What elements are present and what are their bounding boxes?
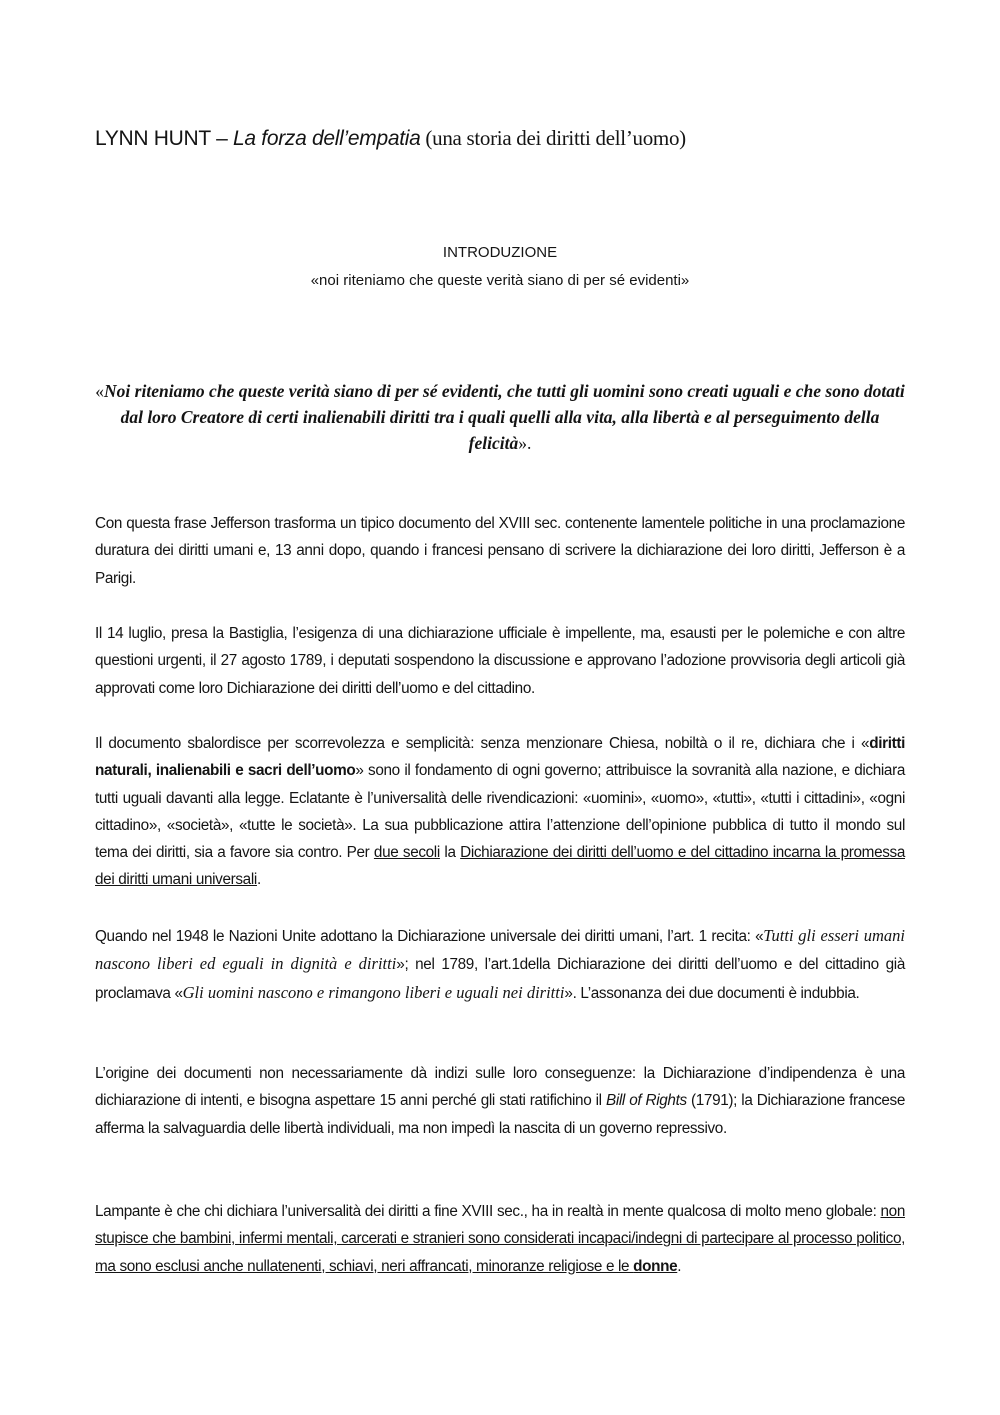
section-epigraph: «noi riteniamo che queste verità siano di per sé evidenti» <box>310 272 690 289</box>
p4-quote-un: Tutti gli esseri umani nascono liberi ed eguali in dignità e diritti <box>95 926 905 974</box>
declaration-quote <box>95 378 905 456</box>
p5-text-a: L’origine dei documenti non necessariamente dà indizi sulle loro conseguenze: la Dichiarazione d’indipendenza è una dichiarazione di intenti, e bisogna aspettare 15 anni perché gli stati ratifichino il <box>95 1065 905 1110</box>
p3-text-b: » sono il fondamento di ogni governo; attribuisce la sovranità alla nazione, e dichiara tutti uguali davanti alla legge. Eclatante è l’universalità delle rivendicazioni: «uomini», «uomo», «tutti», «tutti i cittadini», «ogni cittadino», «società», «tutte le società». La sua pubblicazione attira l’attenzione dell’opinione pubblica di tutto il mondo sul tema dei diritti, sia a favore sia contro. Per <box>95 762 905 862</box>
p3-text-c: la <box>439 844 461 862</box>
p5-bill-of-rights: Bill of Rights <box>605 1092 687 1110</box>
section-heading: INTRODUZIONE <box>442 244 558 261</box>
author-name: LYNN HUNT <box>95 127 211 150</box>
paragraph-3 <box>95 730 905 894</box>
p3-text-d: . <box>256 871 261 889</box>
p6-text-b: . <box>677 1257 682 1275</box>
p3-underline-centuries: due secoli <box>373 844 440 862</box>
title-dash: – <box>210 127 233 150</box>
p5-text-b: (1791); la Dichiarazione francese afferma la salvaguardia delle libertà individuali, ma non impedì la nascita di un governo repressivo. <box>95 1092 905 1137</box>
paragraph-6 <box>95 1198 905 1280</box>
quote-close: ». <box>518 433 532 453</box>
paragraph-4 <box>95 922 905 1007</box>
document-title <box>95 124 915 153</box>
p3-underline-promise: Dichiarazione dei diritti dell’uomo e del cittadino incarna la promessa dei diritti umani universali <box>95 844 905 889</box>
p3-text-a: Il documento sbalordisce per scorrevolezza e semplicità: senza menzionare Chiesa, nobiltà o il re, dichiara che i « <box>95 735 870 752</box>
p4-text-a: Quando nel 1948 le Nazioni Unite adottano la Dichiarazione universale dei diritti umani, l’art. 1 recita: « <box>95 928 764 945</box>
quote-text: Noi riteniamo che queste verità siano di per sé evidenti, che tutti gli uomini sono creati uguali e che sono dotati dal loro Creatore di certi inalienabili diritti tra i quali quelli alla vita, alla libertà e al perseguimento della felicità <box>104 381 905 453</box>
p6-text-a: Lampante è che chi dichiara l’universalità dei diritti a fine XVIII sec., ha in realtà in mente qualcosa di molto meno globale: <box>95 1203 881 1220</box>
paragraph-1: Con questa frase Jefferson trasforma un tipico documento del XVIII sec. contenente lamentele politiche in una proclamazione duratura dei diritti umani e, 13 anni dopo, quando i francesi pensano di scrivere la dichiarazione dei loro diritti, Jefferson è a Parigi. <box>95 515 905 587</box>
p6-underline-women: donne <box>633 1257 678 1275</box>
p3-bold-rights: diritti naturali, inalienabili e sacri dell’uomo <box>95 735 905 780</box>
paragraph-2: Il 14 luglio, presa la Bastiglia, l’esigenza di una dichiarazione ufficiale è impellente, ma, esausti per le polemiche e con altre questioni urgenti, il 27 agosto 1789, i deputati sospendono la discussione e approvano l’adozione provvisoria degli articoli già approvati come loro Dichiarazione dei diritti dell’uomo e del cittadino. <box>95 625 905 697</box>
book-title: La forza dell’empatia <box>233 127 421 150</box>
quote-open: « <box>95 381 105 401</box>
paragraph-5 <box>95 1060 905 1142</box>
book-subtitle: (una storia dei diritti dell’uomo) <box>420 126 686 150</box>
p4-text-b: »; nel 1789, l’art.1della Dichiarazione dei diritti dell’uomo e del cittadino già proclamava « <box>95 956 905 1002</box>
p4-quote-1789: Gli uomini nascono e rimangono liberi e uguali nei diritti <box>182 982 565 1002</box>
p6-underline-excluded: non stupisce che bambini, infermi mentali, carcerati e stranieri sono considerati incapaci/indegni di partecipare al processo politico, ma sono esclusi anche nullatenenti, schiavi, neri affrancati, minoranze religiose e le <box>95 1203 905 1275</box>
p4-text-c: ». L’assonanza dei due documenti è indubbia. <box>564 984 860 1002</box>
